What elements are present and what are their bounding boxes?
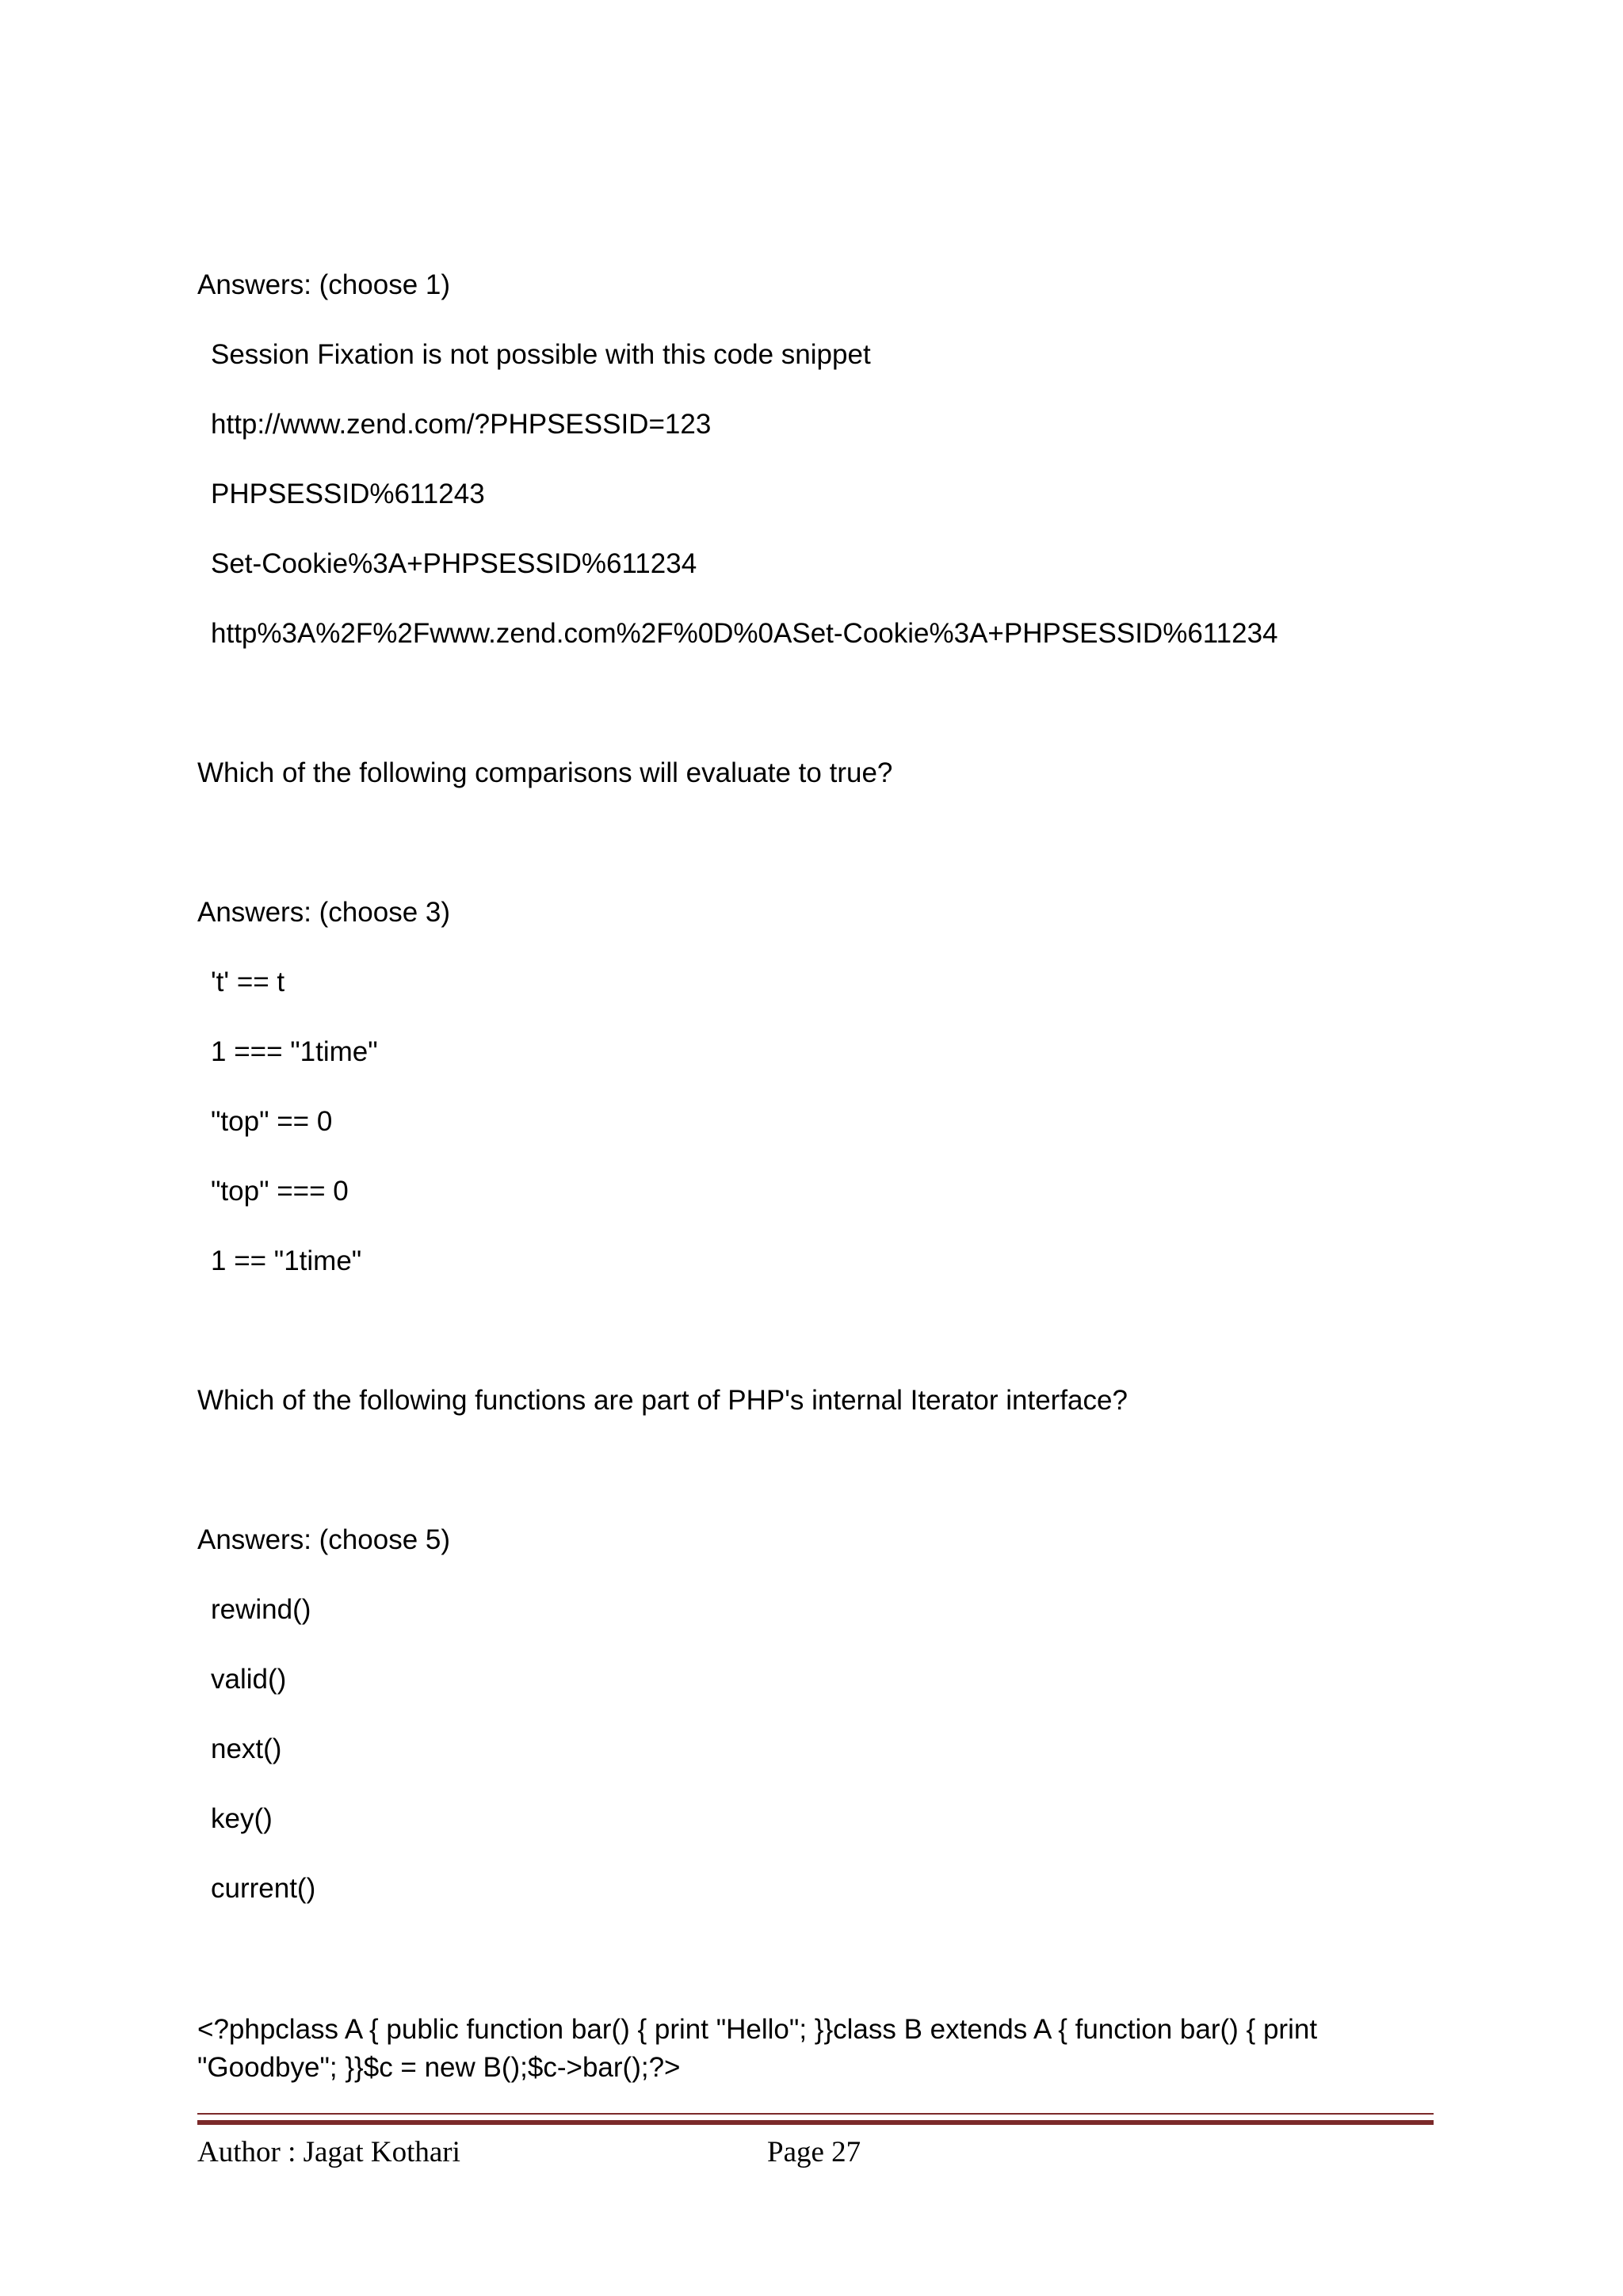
question-text: Which of the following comparisons will evaluate to true? <box>197 757 893 788</box>
footer-rule-thin <box>197 2113 1434 2115</box>
answer-option: 't' == t <box>211 967 285 997</box>
answer-option: "top" === 0 <box>211 1176 349 1207</box>
answer-option: http://www.zend.com/?PHPSESSID=123 <box>211 409 712 440</box>
answer-option: rewind() <box>211 1594 311 1625</box>
answer-option: 1 === "1time" <box>211 1036 378 1067</box>
answer-option: Set-Cookie%3A+PHPSESSID%611234 <box>211 548 697 579</box>
answer-option: "top" == 0 <box>211 1106 333 1137</box>
question-text: Which of the following functions are part of PHP's internal Iterator interface? <box>197 1385 1128 1416</box>
answers-heading: Answers: (choose 5) <box>197 1524 451 1555</box>
answer-option: current() <box>211 1873 316 1904</box>
answer-option: Session Fixation is not possible with this code snippet <box>211 339 871 370</box>
answer-option: 1 == "1time" <box>211 1245 362 1276</box>
answer-option: PHPSESSID%611243 <box>211 479 485 509</box>
code-question: <?phpclass A { public function bar() { print "Hello"; }}class B extends A { function bar() { print "Goodbye"; }}$c = new B();$c->bar();?> <box>197 2014 1318 2083</box>
footer-rule-thick <box>197 2120 1434 2125</box>
answer-option: next() <box>211 1733 282 1764</box>
answer-option: http%3A%2F%2Fwww.zend.com%2F%0D%0ASet-Cookie%3A+PHPSESSID%611234 <box>211 618 1278 649</box>
footer-author: Author : Jagat Kothari <box>197 2136 460 2168</box>
footer-page-number: Page 27 <box>767 2136 861 2168</box>
answer-option: valid() <box>211 1664 287 1695</box>
answers-heading: Answers: (choose 3) <box>197 897 451 928</box>
answer-option: key() <box>211 1803 273 1834</box>
answers-heading: Answers: (choose 1) <box>197 269 451 300</box>
